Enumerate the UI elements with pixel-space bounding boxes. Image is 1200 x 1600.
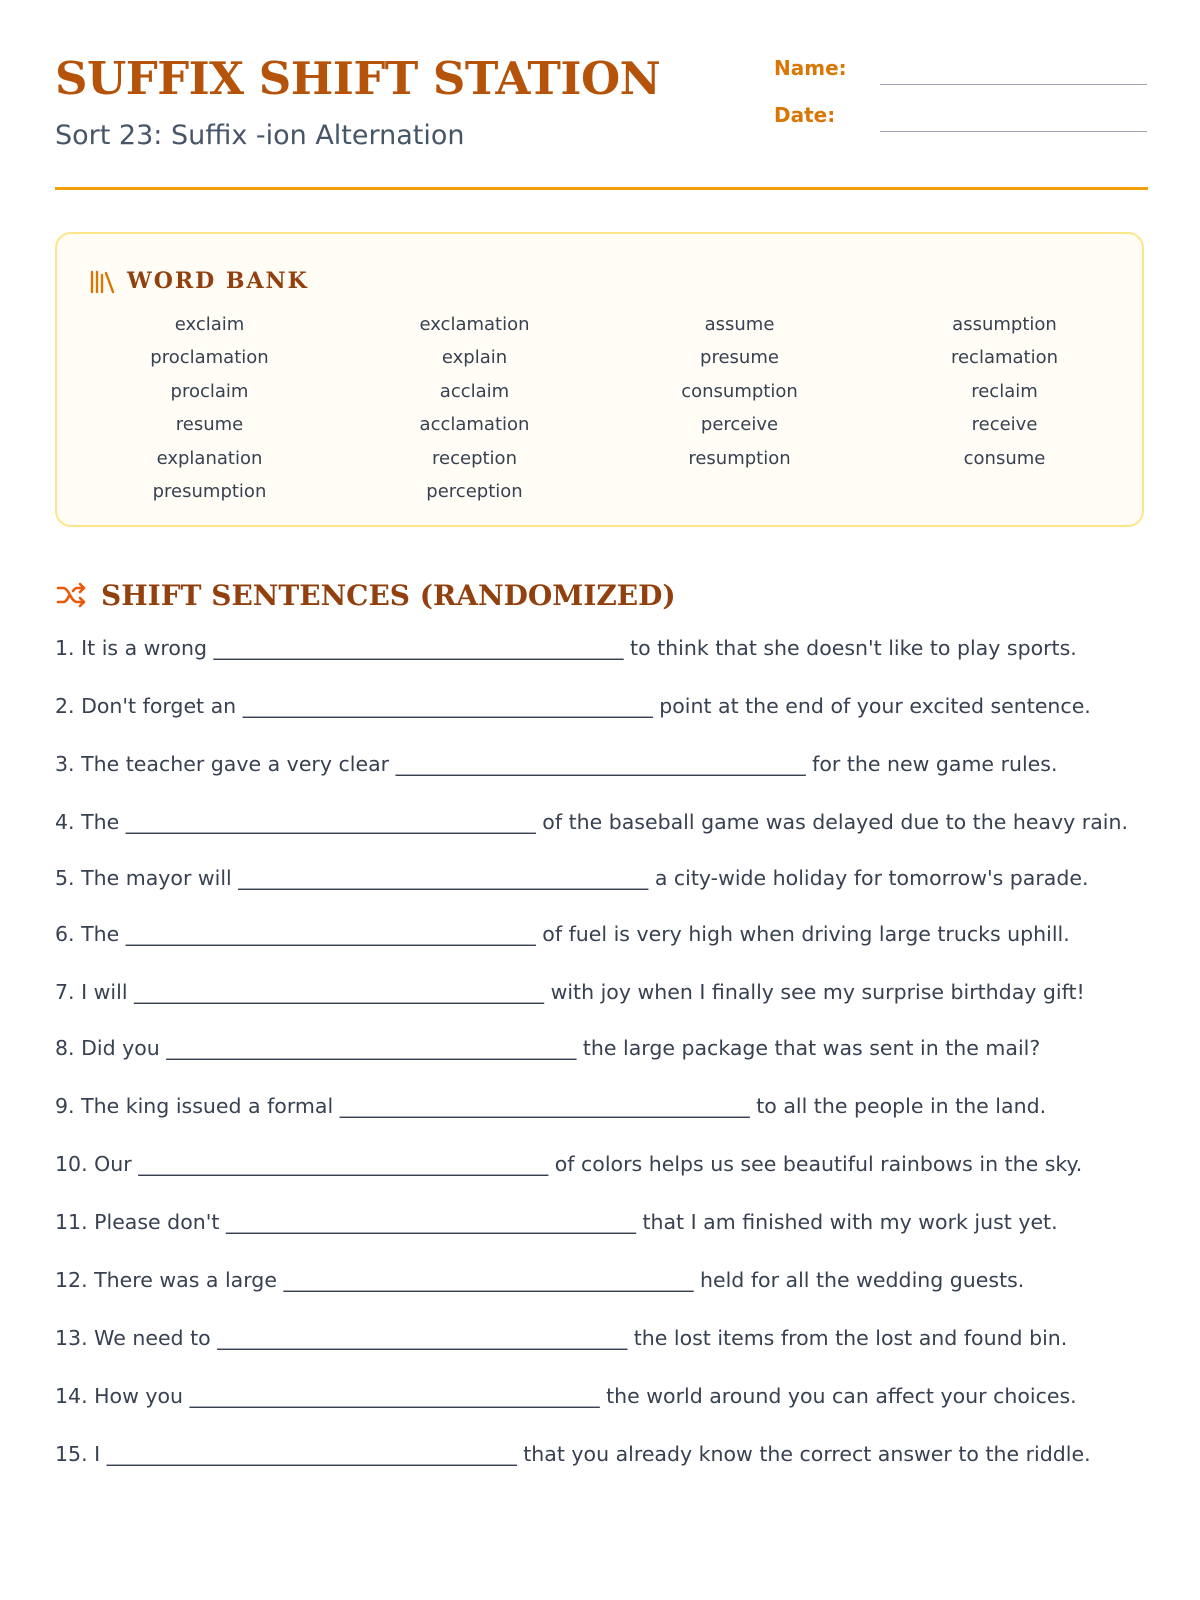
- sentence-item: [55, 748, 1150, 780]
- sentence-number: 15.: [55, 1442, 88, 1466]
- sentence-text-after: of colors helps us see beautiful rainbows in the sky.: [554, 1152, 1083, 1176]
- sentence-text-before: I: [94, 1442, 101, 1466]
- word-bank-word: proclaim: [170, 380, 249, 402]
- word-bank-word: explain: [441, 347, 508, 369]
- sentence-text-before: There was a large: [94, 1268, 277, 1292]
- sentence-number: 12.: [55, 1268, 88, 1292]
- sentence-text-after: that I am finished with my work just yet.: [642, 1210, 1058, 1234]
- sentence-number: 4.: [55, 810, 75, 834]
- sentence-text-before: The teacher gave a very clear: [81, 752, 390, 776]
- sentence-text-after: of fuel is very high when driving large trucks uphill.: [542, 922, 1070, 946]
- sentence-number: 10.: [55, 1152, 88, 1176]
- sentence-text-before: The: [81, 922, 120, 946]
- answer-blank[interactable]: ________________________________________: [283, 1268, 694, 1292]
- word-bank-word: proclamation: [150, 347, 269, 369]
- sentence-text-before: It is a wrong: [81, 636, 207, 660]
- answer-blank[interactable]: ________________________________________: [395, 752, 806, 776]
- sentence-item: [55, 1148, 1150, 1180]
- answer-blank[interactable]: ________________________________________: [125, 922, 536, 946]
- word-bank-word: presumption: [152, 480, 267, 502]
- sentence-item: [55, 1264, 1150, 1296]
- sentence-item: [55, 1206, 1150, 1238]
- word-bank-word: exclamation: [419, 314, 530, 335]
- sentence-number: 9.: [55, 1094, 75, 1118]
- sentence-number: 1.: [55, 636, 75, 660]
- word-bank: [55, 232, 1144, 527]
- sentence-number: 11.: [55, 1210, 88, 1234]
- sentence-number: 3.: [55, 752, 75, 776]
- date-label: Date:: [774, 103, 836, 127]
- sentence-text-before: Our: [94, 1152, 132, 1176]
- sentences-title: SHIFT SENTENCES (RANDOMIZED): [101, 578, 676, 612]
- sentence-text-after: for the new game rules.: [812, 752, 1058, 776]
- word-bank-title: WORD BANK: [127, 268, 309, 294]
- word-bank-word: consume: [963, 447, 1046, 469]
- sentence-text-before: How you: [94, 1384, 184, 1408]
- word-bank-word: [872, 475, 1137, 508]
- sentence-text-before: We need to: [94, 1326, 211, 1350]
- sentence-text-before: Did you: [81, 1036, 160, 1060]
- answer-blank[interactable]: ________________________________________: [238, 866, 649, 890]
- sentence-text-after: to all the people in the land.: [756, 1094, 1047, 1118]
- word-bank-word: assumption: [952, 314, 1057, 335]
- answer-blank[interactable]: ________________________________________: [242, 694, 653, 718]
- answer-blank[interactable]: ________________________________________: [189, 1384, 600, 1408]
- sentence-item: [55, 1380, 1150, 1412]
- word-bank-word: consumption: [681, 380, 798, 402]
- name-label: Name:: [774, 56, 847, 80]
- sentence-number: 13.: [55, 1326, 88, 1350]
- sentence-number: 5.: [55, 866, 75, 890]
- answer-blank[interactable]: ________________________________________: [225, 1210, 636, 1234]
- sentence-text-before: I will: [81, 980, 128, 1004]
- sentence-text-after: of the baseball game was delayed due to the heavy rain.: [542, 810, 1128, 834]
- word-bank-word: exclaim: [174, 314, 245, 335]
- shuffle-icon: [55, 578, 89, 612]
- page-title: SUFFIX SHIFT STATION: [55, 52, 661, 105]
- word-bank-word: receive: [971, 414, 1038, 436]
- answer-blank[interactable]: ________________________________________: [134, 980, 545, 1004]
- sentence-text-before: The king issued a formal: [81, 1094, 334, 1118]
- word-bank-word: reception: [432, 447, 517, 469]
- word-bank-word: perceive: [700, 414, 779, 436]
- sentences-header: [55, 574, 676, 616]
- answer-blank[interactable]: ________________________________________: [125, 810, 536, 834]
- sentence-item: [55, 1438, 1150, 1470]
- date-line[interactable]: [880, 131, 1147, 132]
- sentence-text-before: The mayor will: [81, 866, 232, 890]
- word-bank-grid: [77, 308, 1137, 508]
- sentence-text-after: the lost items from the lost and found bin.: [633, 1326, 1068, 1350]
- word-bank-header: [87, 264, 309, 298]
- page-subtitle: Sort 23: Suffix -ion Alternation: [55, 120, 465, 151]
- sentence-item: [55, 632, 1150, 664]
- sentence-text-before: Don't forget an: [81, 694, 237, 718]
- answer-blank[interactable]: ________________________________________: [138, 1152, 549, 1176]
- sentence-text-before: Please don't: [94, 1210, 220, 1234]
- sentence-item: [55, 918, 1150, 950]
- answer-blank[interactable]: ________________________________________: [166, 1036, 577, 1060]
- sentence-number: 8.: [55, 1036, 75, 1060]
- sentence-item: [55, 862, 1150, 894]
- books-icon: [87, 266, 117, 296]
- sentence-text-after: the world around you can affect your choices.: [606, 1384, 1077, 1408]
- answer-blank[interactable]: ________________________________________: [213, 636, 624, 660]
- sentence-text-after: that you already know the correct answer to the riddle.: [523, 1442, 1091, 1466]
- word-bank-word: acclaim: [439, 380, 510, 402]
- word-bank-word: [607, 475, 872, 508]
- answer-blank[interactable]: ________________________________________: [106, 1442, 517, 1466]
- sentence-item: [55, 1032, 1150, 1064]
- sentence-text-after: to think that she doesn't like to play sports.: [630, 636, 1077, 660]
- sentence-text-after: with joy when I finally see my surprise birthday gift!: [550, 980, 1085, 1004]
- name-line[interactable]: [880, 84, 1147, 85]
- sentence-number: 6.: [55, 922, 75, 946]
- word-bank-word: resume: [175, 414, 244, 436]
- word-bank-word: assume: [704, 314, 775, 335]
- header-divider: [55, 187, 1148, 190]
- word-bank-word: presume: [700, 347, 779, 369]
- sentence-text-after: point at the end of your excited sentence.: [659, 694, 1091, 718]
- sentence-list: [55, 632, 1150, 1600]
- sentence-number: 14.: [55, 1384, 88, 1408]
- sentence-item: [55, 1322, 1150, 1354]
- sentence-text-after: held for all the wedding guests.: [700, 1268, 1025, 1292]
- answer-blank[interactable]: ________________________________________: [217, 1326, 628, 1350]
- word-bank-word: resumption: [688, 447, 791, 469]
- sentence-number: 7.: [55, 980, 75, 1004]
- sentence-item: [55, 1090, 1150, 1122]
- sentence-item: [55, 806, 1150, 838]
- answer-blank[interactable]: ________________________________________: [339, 1094, 750, 1118]
- word-bank-word: perception: [426, 480, 523, 502]
- word-bank-word: acclamation: [419, 414, 530, 436]
- sentence-item: [55, 690, 1150, 722]
- sentence-text-after: a city-wide holiday for tomorrow's parade.: [654, 866, 1089, 890]
- word-bank-word: reclaim: [971, 380, 1038, 402]
- sentence-text-after: the large package that was sent in the mail?: [582, 1036, 1041, 1060]
- sentence-text-before: The: [81, 810, 120, 834]
- word-bank-word: explanation: [156, 447, 263, 469]
- sentence-number: 2.: [55, 694, 75, 718]
- sentence-item: [55, 976, 1150, 1008]
- word-bank-word: reclamation: [950, 347, 1059, 369]
